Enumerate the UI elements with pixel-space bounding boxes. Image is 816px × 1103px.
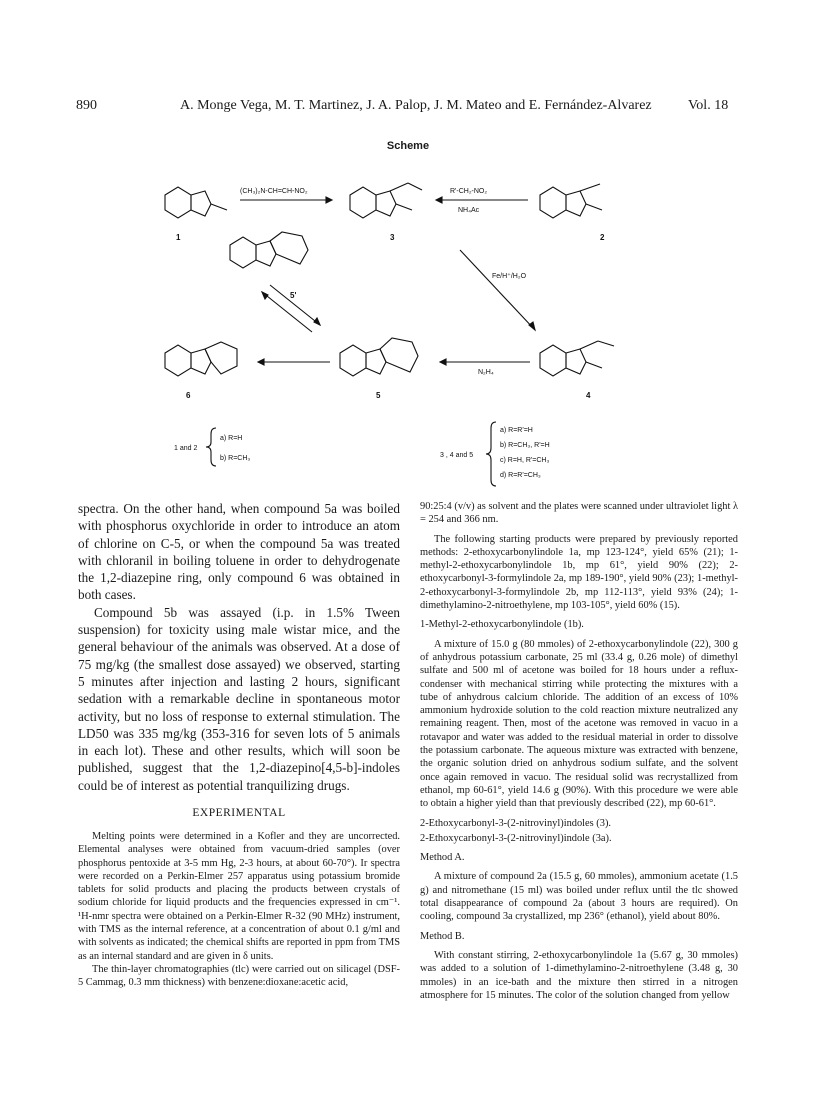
label-compound-5: 5 <box>376 391 381 400</box>
structure-compound-5 <box>340 338 418 376</box>
left-column-body <box>78 500 400 794</box>
structure-compound-3 <box>350 183 422 218</box>
left-column-experimental <box>78 830 400 990</box>
paragraph-tlc-continued: 90:25:4 (v/v) as solvent and the plates were scanned under ultraviolet light λ = 254 and 366 nm. <box>420 501 738 526</box>
subheading-method-b: Method B. <box>420 930 465 942</box>
structure-compound-2 <box>540 184 602 218</box>
paragraph-procedure-1b: A mixture of 15.0 g (80 mmoles) of 2-ethoxycarbonylindole (22), 300 g of anhydrous potassium carbonate, 25 ml (33.4 g, 0.26 mole) of dimethyl sulfate and 500 ml of acetone was boiled for 18 hours under a reflux-condenser with mechanical stirring while protecting the mixtures with a tube of anhydrous calcium chloride. The addition of an excess of 10% ammonium hydroxide solution to the cold reaction mixture neutralized any remaining reagent. Then, most of the acetone was removed in vacuo in a rotavapor and water was added to the residual material in order to dissolve the potassium carbonate. The aqueous mixture was extracted with benzene, the organic solution dried on anhydrous sodium sulfate, and the solvent once again removed in vacuo. The residual solid was recrystallized from ethanol, mp 60-61°, yield 14.6 g (90%). With this procedure we were able to obtain a higher yield than that previously described (22), mp 60-61°. <box>420 638 738 810</box>
paragraph-results-1: spectra. On the other hand, when compound 5a was boiled with phosphorus oxychloride in order to introduce an atom of chlorine on C-5, or when the compound 5a was treated with chloranil in boiling toluene in order to dehydrogenate the 1,2-diazepine ring, only compound 6 was obtained in both cases. <box>78 501 400 603</box>
reagent-dimethylaminonitroethylene: (CH₃)₂N-CH=CH-NO₂ <box>240 188 308 195</box>
reagent-iron-acid: Fe/H⁺/H₂O <box>492 273 527 280</box>
running-header-authors: A. Monge Vega, M. T. Martinez, J. A. Palop, J. M. Mateo and E. Fernández-Alvarez <box>180 98 652 113</box>
subheading-compounds-3: 2-Ethoxycarbonyl-3-(2-nitrovinyl)indoles (3). <box>420 817 612 829</box>
subheading-compound-1b: 1-Methyl-2-ethoxycarbonylindole (1b). <box>420 619 584 631</box>
legend-right-b: b) R=CH₃, R'=H <box>500 442 550 449</box>
paragraph-starting-products: The following starting products were prepared by previously reported methods: 2-ethoxycarbonylindole 1a, mp 123-124°, yield 65% (21); 1-methyl-2-ethoxycarbonylindole 1b, mp 61°, yield 90% (22); 2-ethoxycarbonyl-3-formylindole 2a, mp 189-190°, yield 90% (23); 1-methyl-2-ethoxycarbonyl-3-formylindole 2b, mp 112-113°, yield 93% (24); 1-dimethylamino-2-nitroethylene, mp 103-105°, yield 60% (15). <box>420 533 738 612</box>
section-heading-experimental: EXPERIMENTAL <box>192 807 286 819</box>
legend-left-a: a) R=H <box>220 435 243 442</box>
subheading-compound-3a: 2-Ethoxycarbonyl-3-(2-nitrovinyl)indole (3a). <box>420 832 612 844</box>
legend-right-d: d) R=R'=CH₃ <box>500 472 541 479</box>
reagent-hydrazine: N₂H₄ <box>478 369 494 376</box>
paragraph-method-b: With constant stirring, 2-ethoxycarbonylindole 1a (5.67 g, 30 mmoles) was added to a solution of 1-dimethylamino-2-nitroethylene (3.48 g, 30 mmoles) in an ice-bath and the mixture then stirred in a nitrogen atmosphere for 15 minutes. The color of the solution changed from yellow <box>420 949 738 1001</box>
volume-label: Vol. 18 <box>688 98 729 113</box>
structure-compound-5prime <box>230 232 308 268</box>
label-compound-4: 4 <box>586 391 591 400</box>
paragraph-methods-tlc: The thin-layer chromatographies (tlc) were carried out on silicagel (DSF-5 Cammag, 0.3 mm thickness) with benzene:dioxane:acetic acid, <box>78 963 400 989</box>
legend-right-label: 3 , 4 and 5 <box>440 452 474 459</box>
label-compound-3: 3 <box>390 233 395 242</box>
structure-compound-4 <box>540 341 614 376</box>
paragraph-results-2: Compound 5b was assayed (i.p. in 1.5% Tween suspension) for toxicity using male wistar mice, and the general behaviour of the animals was observed. At a dose of 75 mg/kg (the smallest dose assayed) we observed, starting 5 minutes after injection and lasting 2 hours, significant sedation with a remarkable decline in spontaneous motor activity, but no loss of response to external stimulation. The LD50 was 335 mg/kg (353-316 for seven lots of 5 animals in each lot). These and other results, which will soon be published, suggest that the 1,2-diazepino[4,5-b]-indoles could be of interest as potential tranquilizing drugs. <box>78 604 400 793</box>
paragraph-method-a: A mixture of compound 2a (15.5 g, 60 mmoles), ammonium acetate (1.5 g) and nitromethane (15 ml) was boiled under reflux until the tlc showed total disappearance of compound 2a (about 3 hours are required). On cooling, compound 3a crystallized, mp 236° (ethanol), yield about 80%. <box>420 871 738 923</box>
legend-left-label: 1 and 2 <box>174 445 198 452</box>
label-compound-2: 2 <box>600 233 605 242</box>
reagent-ammonium-acetate: NH₄Ac <box>458 207 480 214</box>
reaction-scheme <box>140 160 720 500</box>
reagent-nitroalkane: R'-CH₂-NO₂ <box>450 188 488 195</box>
subheading-method-a: Method A. <box>420 852 465 864</box>
label-compound-6: 6 <box>186 391 191 400</box>
legend-right-a: a) R=R'=H <box>500 427 533 434</box>
page-number: 890 <box>76 98 97 113</box>
scheme-title: Scheme <box>386 140 430 152</box>
right-column-body <box>420 500 738 1008</box>
label-compound-1: 1 <box>176 233 181 242</box>
legend-right-c: c) R=H, R'=CH₃ <box>500 457 550 464</box>
structure-compound-1 <box>165 187 227 218</box>
structure-compound-6 <box>165 342 237 376</box>
legend-left-b: b) R=CH₃ <box>220 455 251 462</box>
paragraph-methods-instruments: Melting points were determined in a Kofler and they are uncorrected. Elemental analyses were obtained from vacuum-dried samples (over phosphorus pentoxide at 3-5 mm Hg, 2-3 hours, at about 60-70°). Ir spectra were recorded on a Perkin-Elmer 257 apparatus using potassium bromide tablets for solid products and placing the products between crystals of sodium chloride for liquid products and the frequencies expressed in cm⁻¹. ¹H-nmr spectra were obtained on a Perkin-Elmer R-32 (90 MHz) instrument, with TMS as the internal reference, at a concentration of about 0.1 g/ml and with solvents as indicated; the chemical shifts are reported in ppm from TMS as an internal standard and are given in δ units. <box>78 831 400 962</box>
label-compound-5prime: 5' <box>290 291 297 300</box>
